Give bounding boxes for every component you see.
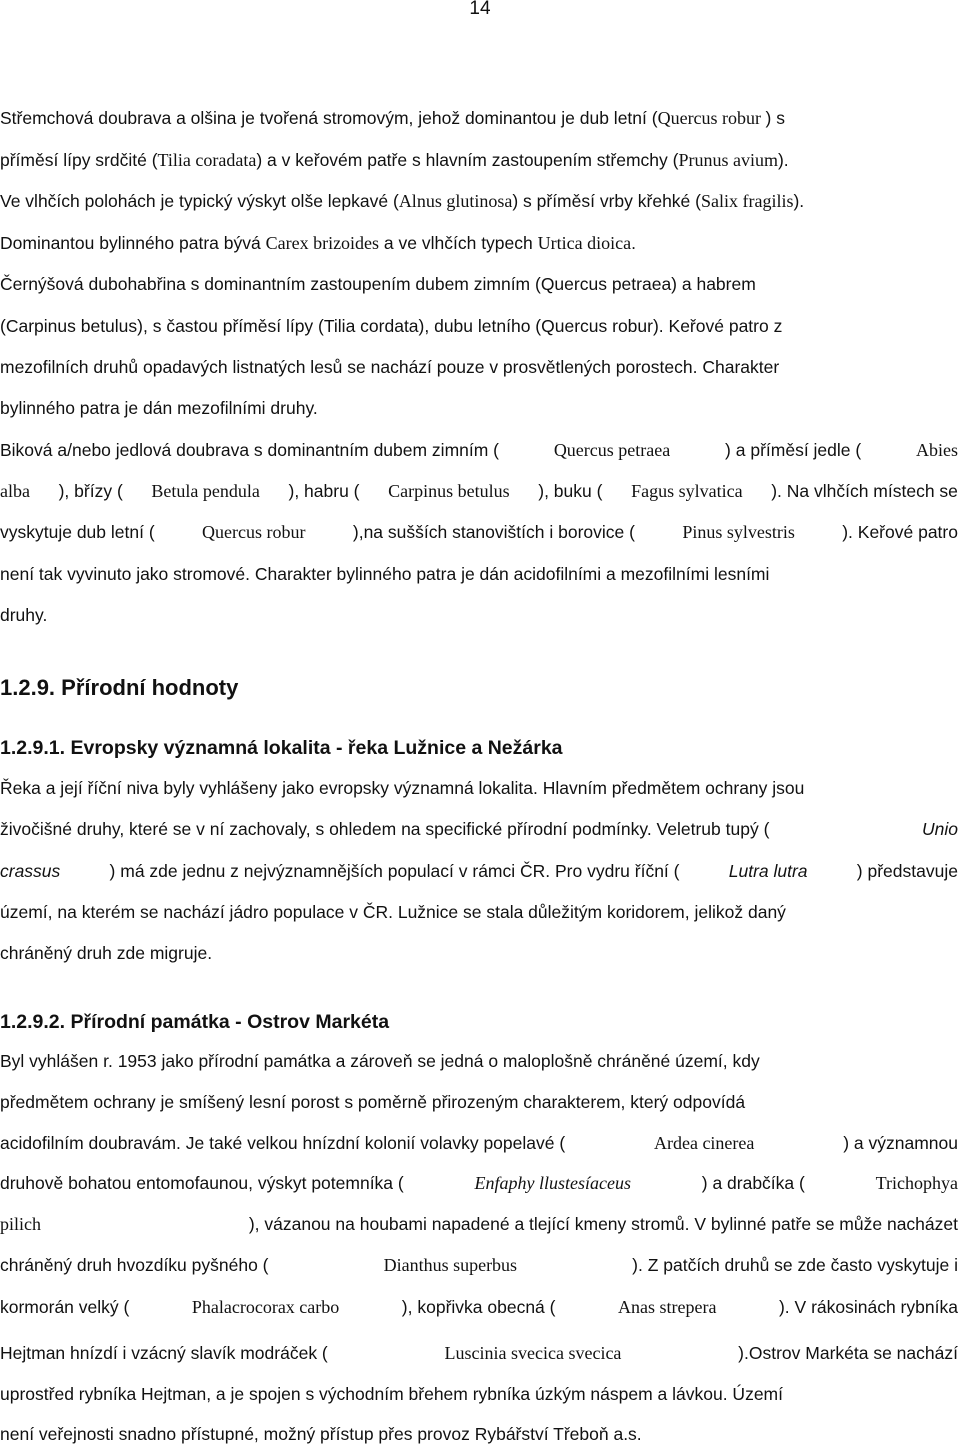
- species-name: Enfaphy llustesíaceus: [474, 1173, 631, 1193]
- text-run: ) a příměsí jedle (: [725, 440, 862, 460]
- species-name: Ardea cinerea: [653, 1133, 755, 1153]
- paragraph-5-line-8: [0, 1338, 958, 1368]
- species-name: Unio: [922, 819, 958, 839]
- paragraph-4-line-5: chráněný druh zde migruje.: [0, 943, 213, 963]
- paragraph-2-line-2: (Carpinus betulus), s častou příměsí lípy (Tilia cordata), dubu letního (Quercus robur). Keřové patro z: [0, 316, 783, 336]
- paragraph-3-line-3: [0, 517, 958, 547]
- paragraph-2-line-4: bylinného patra je dán mezofilními druhy.: [0, 398, 318, 418]
- subsection-heading: 1.2.9.2. Přírodní památka - Ostrov Markéta: [0, 1011, 390, 1033]
- text-run: kormorán velký (: [0, 1297, 130, 1317]
- text-run: ), habru (: [288, 481, 360, 501]
- species-name: Dianthus superbus: [383, 1255, 518, 1275]
- species-name: Abies: [916, 440, 958, 460]
- text-run: ),na sušších stanovištích i borovice (: [352, 522, 635, 542]
- paragraph-3-line-1: [0, 435, 958, 465]
- species-name: Carpinus betulus: [388, 481, 510, 501]
- text-run: ). Keřové patro: [842, 522, 958, 542]
- text-run: Střemchová doubrava a olšina je tvořená stromovým, jehož dominantou je dub letní (: [0, 108, 658, 128]
- species-name: Trichophya: [875, 1173, 958, 1193]
- subsection-heading: 1.2.9.1. Evropsky významná lokalita - řeka Lužnice a Nežárka: [0, 737, 563, 759]
- text-run: Ve vlhčích polohách je typický výskyt olše lepkavé (: [0, 191, 399, 211]
- species-name: Anas strepera: [618, 1297, 717, 1317]
- species-name: Prunus avium: [678, 150, 778, 170]
- text-run: ).Ostrov Markéta se nachází: [738, 1343, 958, 1363]
- species-name: alba: [0, 481, 30, 501]
- text-run: a ve vlhčích typech: [379, 233, 538, 253]
- paragraph-4-line-1: Řeka a její říční niva byly vyhlášeny jako evropsky významná lokalita. Hlavním předmětem ochrany jsou: [0, 778, 805, 798]
- text-run: vyskytuje dub letní (: [0, 522, 155, 542]
- text-run: příměsí lípy srdčité (: [0, 150, 158, 170]
- species-name: Quercus robur: [657, 108, 766, 128]
- text-run: ).: [777, 150, 789, 170]
- text-run: ), buku (: [538, 481, 603, 501]
- paragraph-1-line-3: [0, 186, 804, 216]
- species-name: Urtica dioica: [537, 233, 632, 253]
- paragraph-2-line-3: mezofilních druhů opadavých listnatých lesů se nachází pouze v prosvětlených porostech. Charakter: [0, 357, 780, 377]
- text-run: .: [631, 233, 636, 253]
- paragraph-5-line-6: [0, 1250, 958, 1280]
- paragraph-1-line-1: [0, 103, 785, 133]
- paragraph-3-line-2: [0, 476, 958, 506]
- text-run: ) s příměsí vrby křehké (: [512, 191, 701, 211]
- paragraph-2-line-1: Černýšová dubohabřina s dominantním zastoupením dubem zimním (Quercus petraea) a habrem: [0, 274, 756, 294]
- text-run: chráněný druh hvozdíku pyšného (: [0, 1255, 269, 1275]
- paragraph-5-line-7: [0, 1292, 958, 1322]
- species-name: Quercus petraea: [553, 440, 671, 460]
- species-name: Alnus glutinosa: [398, 191, 513, 211]
- paragraph-5-line-10: není veřejnosti snadno přístupné, možný přístup přes provoz Rybářství Třeboň a.s.: [0, 1424, 642, 1444]
- text-run: ) s: [765, 108, 785, 128]
- species-name: Carex brizoides: [265, 233, 380, 253]
- species-name: Lutra lutra: [728, 861, 808, 881]
- text-run: ), břízy (: [58, 481, 123, 501]
- species-name: Luscinia svecica svecica: [444, 1343, 622, 1363]
- species-name: crassus: [0, 861, 61, 881]
- text-run: acidofilním doubravám. Je také velkou hnízdní kolonií volavky popelavé (: [0, 1133, 566, 1153]
- page-number: 14: [469, 0, 491, 19]
- paragraph-4-line-4: území, na kterém se nachází jádro populace v ČR. Lužnice se stala důležitým koridorem, jelikož daný: [0, 902, 786, 922]
- paragraph-3-line-5: druhy.: [0, 605, 48, 625]
- text-run: ) má zde jednu z nejvýznamnějších populací v rámci ČR. Pro vydru říční (: [109, 861, 680, 881]
- species-name: Tilia coradata: [157, 150, 257, 170]
- paragraph-3-line-4: není tak vyvinuto jako stromové. Charakter bylinného patra je dán acidofilními a mezofilními lesními: [0, 564, 770, 584]
- section-heading: 1.2.9. Přírodní hodnoty: [0, 675, 239, 700]
- paragraph-5-line-5: [0, 1209, 958, 1239]
- species-name: Salix fragilis: [700, 191, 794, 211]
- species-name: Betula pendula: [151, 481, 260, 501]
- paragraph-5-line-3: [0, 1128, 958, 1158]
- paragraph-5-line-4: [0, 1168, 958, 1198]
- text-run: ).: [793, 191, 805, 211]
- paragraph-5-line-1: Byl vyhlášen r. 1953 jako přírodní památka a zároveň se jedná o maloplošně chráněné území, kdy: [0, 1051, 760, 1071]
- text-run: ). Na vlhčích místech se: [771, 481, 958, 501]
- species-name: pilich: [0, 1214, 41, 1234]
- text-run: živočišné druhy, které se v ní zachovaly, s ohledem na specifické přírodní podmínky. Veletrub tupý (: [0, 819, 770, 839]
- text-run: ), kopřivka obecná (: [401, 1297, 556, 1317]
- text-run: ) a v keřovém patře s hlavním zastoupením střemchy (: [256, 150, 679, 170]
- text-run: ). V rákosinách rybníka: [778, 1297, 958, 1317]
- text-run: ) představuje: [856, 861, 958, 881]
- paragraph-5-line-2: předmětem ochrany je smíšený lesní porost s poměrně přirozeným charakterem, který odpovídá: [0, 1092, 746, 1112]
- paragraph-1-line-4: [0, 228, 636, 258]
- paragraph-5-line-9: uprostřed rybníka Hejtman, a je spojen s východním břehem rybníka úzkým náspem a lávkou. Území: [0, 1384, 783, 1404]
- text-run: ). Z patčích druhů se zde často vyskytuje i: [632, 1255, 958, 1275]
- species-name: Fagus sylvatica: [631, 481, 743, 501]
- paragraph-1-line-2: [0, 145, 789, 175]
- paragraph-4-line-2: [0, 814, 958, 844]
- text-run: druhově bohatou entomofaunou, výskyt potemníka (: [0, 1173, 404, 1193]
- text-run: Dominantou bylinného patra bývá: [0, 233, 266, 253]
- species-name: Quercus robur: [202, 522, 306, 542]
- text-run: ), vázanou na houbami napadené a tlející kmeny stromů. V bylinné patře se může nacházet: [248, 1214, 958, 1234]
- text-run: ) a drabčíka (: [701, 1173, 805, 1193]
- species-name: Pinus sylvestris: [682, 522, 795, 542]
- text-run: ) a významnou: [843, 1133, 958, 1153]
- text-run: Biková a/nebo jedlová doubrava s dominantním dubem zimním (: [0, 440, 500, 460]
- species-name: Phalacrocorax carbo: [191, 1297, 340, 1317]
- paragraph-4-line-3: [0, 856, 958, 886]
- text-run: Hejtman hnízdí i vzácný slavík modráček (: [0, 1343, 328, 1363]
